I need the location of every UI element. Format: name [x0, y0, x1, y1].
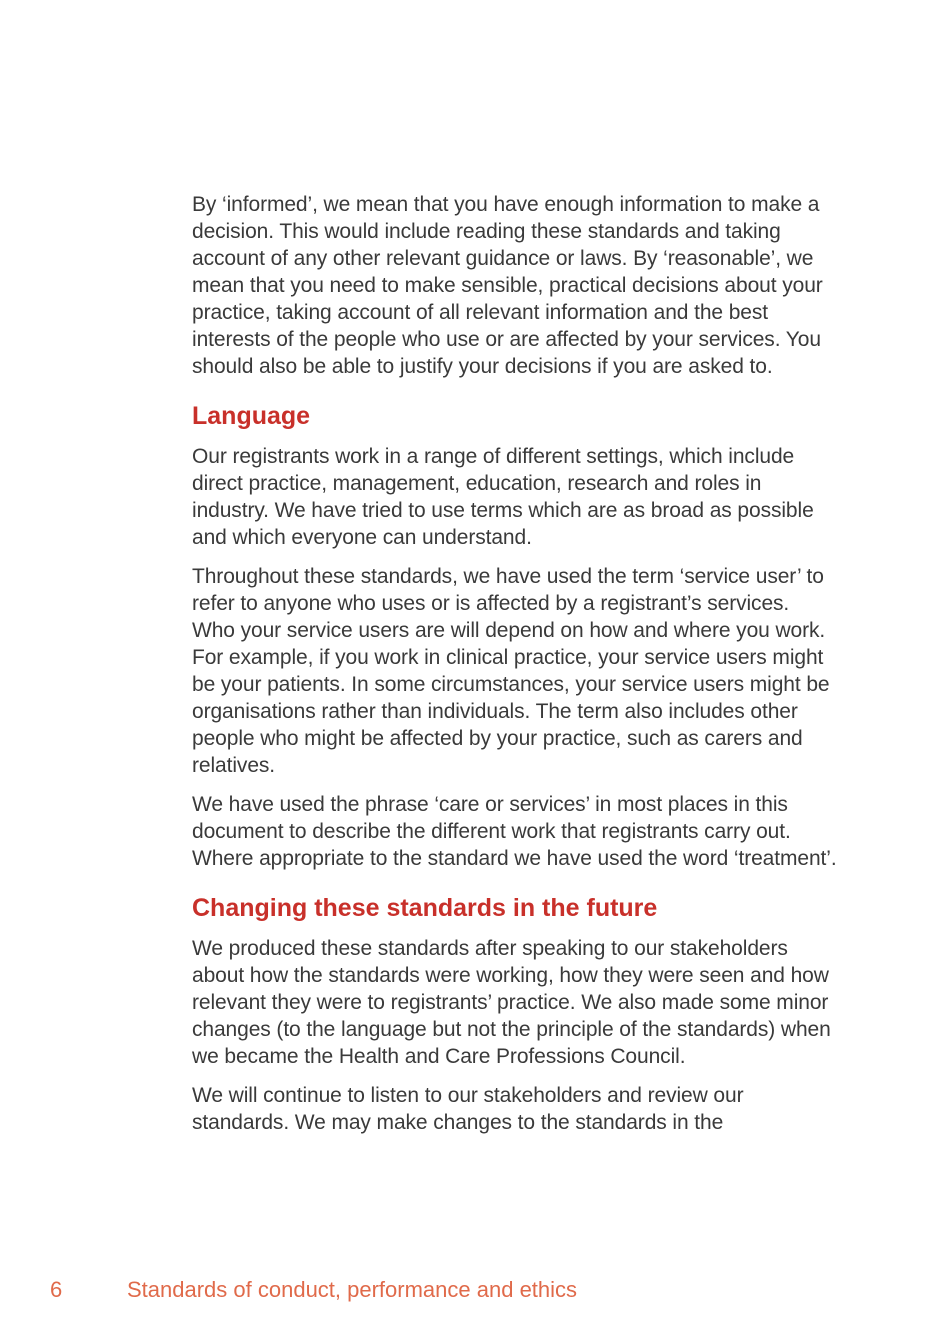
paragraph-service-user: Throughout these standards, we have used the term ‘service user’ to refer to anyone who uses or is affected by a registrant’s services. Who your service users are will depend on how and where you work. For example, if you work in clinical practice, your service users might be your patients. In some circumstances, your service users might be organisations rather than individuals. The term also includes other people who might be affected by your practice, such as carers and relatives. [192, 565, 830, 777]
footer-document-title: Standards of conduct, performance and ethics [127, 1277, 578, 1302]
page-footer [0, 1275, 950, 1305]
page-number: 6 [50, 1277, 63, 1302]
paragraph-care-or-services: We have used the phrase ‘care or services’ in most places in this document to describe the different work that registrants carry out. Where appropriate to the standard we have used the word ‘treatment’. [192, 793, 837, 870]
page-content [192, 191, 837, 1148]
paragraph-continue-listening: We will continue to listen to our stakeholders and review our standards. We may make changes to the standards in the [192, 1084, 744, 1134]
paragraph-informed-reasonable: By ‘informed’, we mean that you have enough information to make a decision. This would include reading these standards and taking account of any other relevant guidance or laws. By ‘reasonable’, we mean that you need to make sensible, practical decisions about your practice, taking account of all relevant information and the best interests of the people who use or are affected by your services. You should also be able to justify your decisions if you are asked to. [192, 193, 823, 378]
paragraph-stakeholders: We produced these standards after speaking to our stakeholders about how the standards were working, how they were seen and how relevant they were to registrants’ practice. We also made some minor changes (to the language but not the principle of the standards) when we became the Health and Care Professions Council. [192, 937, 831, 1068]
heading-language: Language [192, 402, 311, 430]
heading-changing-standards: Changing these standards in the future [192, 894, 658, 922]
paragraph-registrant-settings: Our registrants work in a range of different settings, which include direct practice, management, education, research and roles in industry. We have tried to use terms which are as broad as possible and which everyone can understand. [192, 445, 814, 549]
